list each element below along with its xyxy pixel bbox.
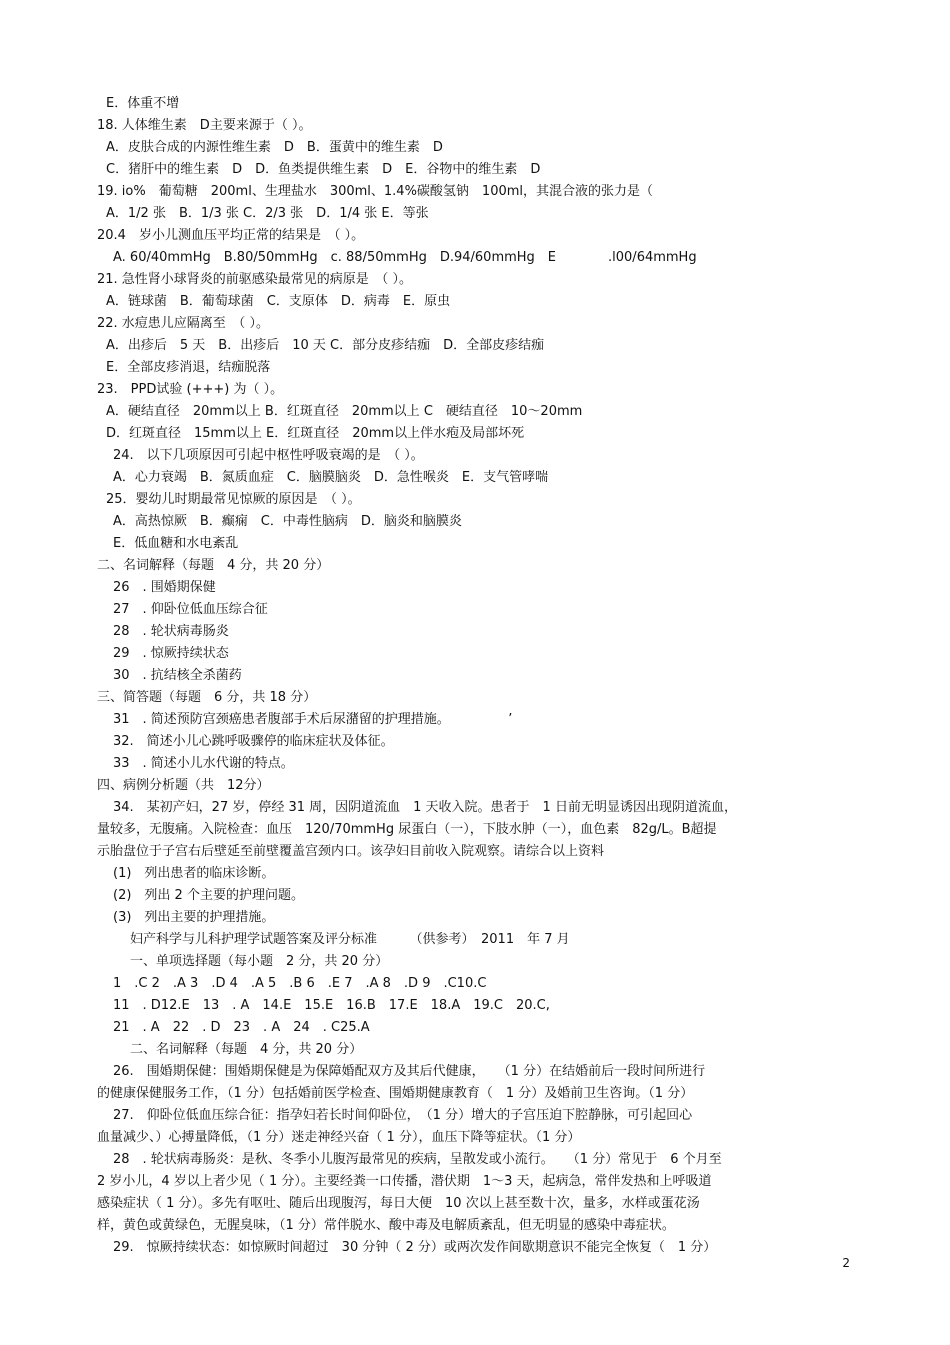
text-line: 18. 人体维生素 D主要来源于（ ）。 — [97, 118, 312, 133]
text-line: (2) 列出 2 个主要的护理问题。 — [113, 888, 304, 903]
text-line: 1 .C 2 .A 3 .D 4 .A 5 .B 6 .E 7 .A 8 .D 9 .C10.C — [113, 976, 487, 991]
text-line: 四、病例分析题（共 12分） — [97, 778, 270, 793]
text-line: 29 . 惊厥持续状态 — [113, 646, 229, 661]
text-line: 34. 某初产妇，27 岁，停经 31 周，因阴道流血 1 天收入院。患者于 1 日前无明显诱因出现阴道流血， — [113, 800, 737, 815]
text-line: A．高热惊厥 B．癫痫 C．中毒性脑病 D．脑炎和脑膜炎 — [113, 514, 462, 529]
text-line: 26. 围婚期保健：围婚期保健是为保障婚配双方及其后代健康， （1 分）在结婚前后一段时间所进行 — [113, 1064, 706, 1079]
text-line: E．全部皮疹消退，结痂脱落 — [106, 360, 271, 375]
text-line: (3) 列出主要的护理措施。 — [113, 910, 275, 925]
text-line: 22. 水痘患儿应隔离至 （ ）。 — [97, 316, 269, 331]
text-line: 26 . 围婚期保健 — [113, 580, 216, 595]
text-line: 示胎盘位于子宫右后壁延至前壁覆盖宫颈内口。该孕妇目前收入院观察。请综合以上资料 — [97, 844, 605, 859]
text-line: 23. PPD试验 (+++) 为（ ）。 — [97, 382, 284, 397]
text-line: 11 . D12.E 13 . A 14.E 15.E 16.B 17.E 18.A 19.C 20.C, — [113, 998, 550, 1013]
text-line: A．心力衰竭 B．氮质血症 C．脑膜脑炎 D．急性喉炎 E．支气管哮喘 — [113, 470, 549, 485]
text-line: C．猪肝中的维生素 D D．鱼类提供维生素 D E．谷物中的维生素 D — [106, 162, 541, 177]
text-line: 21. 急性肾小球肾炎的前驱感染最常见的病原是 （ ）。 — [97, 272, 412, 287]
text-line: 的健康保健服务工作，（1 分）包括婚前医学检查、围婚期健康教育（ 1 分）及婚前卫生咨询。（1 分） — [97, 1086, 694, 1101]
text-line: A．1/2 张 B．1/3 张 C．2/3 张 D．1/4 张 E．等张 — [106, 206, 429, 221]
text-line: 感染症状（ 1 分）。多先有呕吐、随后出现腹泻，每日大便 10 次以上甚至数十次，量多，水样或蛋花汤 — [97, 1196, 700, 1211]
text-line: 二、名词解释（每题 4 分，共 20 分） — [130, 1042, 363, 1057]
text-line: 二、名词解释（每题 4 分，共 20 分） — [97, 558, 330, 573]
page-number: 2 — [842, 1256, 850, 1270]
text-line: E．体重不增 — [106, 96, 180, 111]
text-line: 24. 以下几项原因可引起中枢性呼吸衰竭的是 （ ）。 — [113, 448, 424, 463]
text-line: 一、单项选择题（每小题 2 分，共 20 分） — [130, 954, 389, 969]
text-line: A．皮肤合成的内源性维生素 D B．蛋黄中的维生素 D — [106, 140, 443, 155]
text-line: A．出疹后 5 天 B．出疹后 10 天 C．部分皮疹结痂 D．全部皮疹结痂 — [106, 338, 545, 353]
text-line: A．硬结直径 20mm以上 B．红斑直径 20mm以上 C 硬结直径 10～20mm — [106, 404, 583, 419]
text-line: 28 . 轮状病毒肠炎 — [113, 624, 229, 639]
text-line: 血量减少、）心搏量降低，（1 分）迷走神经兴奋（ 1 分），血压下降等症状。（1 分） — [97, 1130, 581, 1145]
text-line: 30 . 抗结核全杀菌药 — [113, 668, 242, 683]
text-line: 31 . 简述预防宫颈癌患者腹部手术后尿潴留的护理措施。 ’ — [113, 712, 513, 727]
text-line: A．链球菌 B．葡萄球菌 C．支原体 D．病毒 E．原虫 — [106, 294, 451, 309]
text-line: 样，黄色或黄绿色，无腥臭味，（1 分）常伴脱水、酸中毒及电解质紊乱，但无明显的感染中毒症状。 — [97, 1218, 675, 1233]
text-line: (1) 列出患者的临床诊断。 — [113, 866, 275, 881]
text-line: 2 岁小儿，4 岁以上者少见（ 1 分）。主要经粪一口传播，潜伏期 1～3 天，起病急，常伴发热和上呼吸道 — [97, 1174, 712, 1189]
text-line: 20.4 岁小儿测血压平均正常的结果是 （ ）。 — [97, 228, 365, 243]
text-line: 19. io% 葡萄糖 200ml、生理盐水 300ml、1.4%碳酸氢钠 100ml，其混合液的张力是（ — [97, 184, 654, 199]
text-line: 28 . 轮状病毒肠炎：是秋、冬季小儿腹泻最常见的疾病，呈散发或小流行。 （1 分）常见于 6 个月至 — [113, 1152, 722, 1167]
text-line: A. 60/40mmHg B.80/50mmHg c. 88/50mmHg D.94/60mmHg E .l00/64mmHg — [113, 250, 697, 265]
text-line: 33 . 简述小儿水代谢的特点。 — [113, 756, 294, 771]
text-line: 27 . 仰卧位低血压综合征 — [113, 602, 268, 617]
text-line: 25．婴幼儿时期最常见惊厥的原因是 （ ）。 — [106, 492, 361, 507]
text-line: 21 . A 22 . D 23 . A 24 . C25.A — [113, 1020, 370, 1035]
text-line: D．红斑直径 15mm以上 E．红斑直径 20mm以上伴水疱及局部坏死 — [106, 426, 525, 441]
text-line: E．低血糖和水电紊乱 — [113, 536, 239, 551]
text-line: 量较多，无腹痛。入院检查：血压 120/70mmHg 尿蛋白（一），下肢水肿（一），血色素 82g/L。B超提 — [97, 822, 717, 837]
text-line: 29. 惊厥持续状态：如惊厥时间超过 30 分钟（ 2 分）或两次发作间歇期意识不能完全恢复（ 1 分） — [113, 1240, 717, 1255]
text-line: 三、简答题（每题 6 分，共 18 分） — [97, 690, 317, 705]
text-line: 妇产科学与儿科护理学试题答案及评分标准 （供参考） 2011 年 7 月 — [130, 932, 570, 947]
text-line: 32. 简述小儿心跳呼吸骤停的临床症状及体征。 — [113, 734, 394, 749]
text-line: 27. 仰卧位低血压综合征：指孕妇若长时间仰卧位， （1 分）增大的子宫压迫下腔静脉，可引起回心 — [113, 1108, 693, 1123]
